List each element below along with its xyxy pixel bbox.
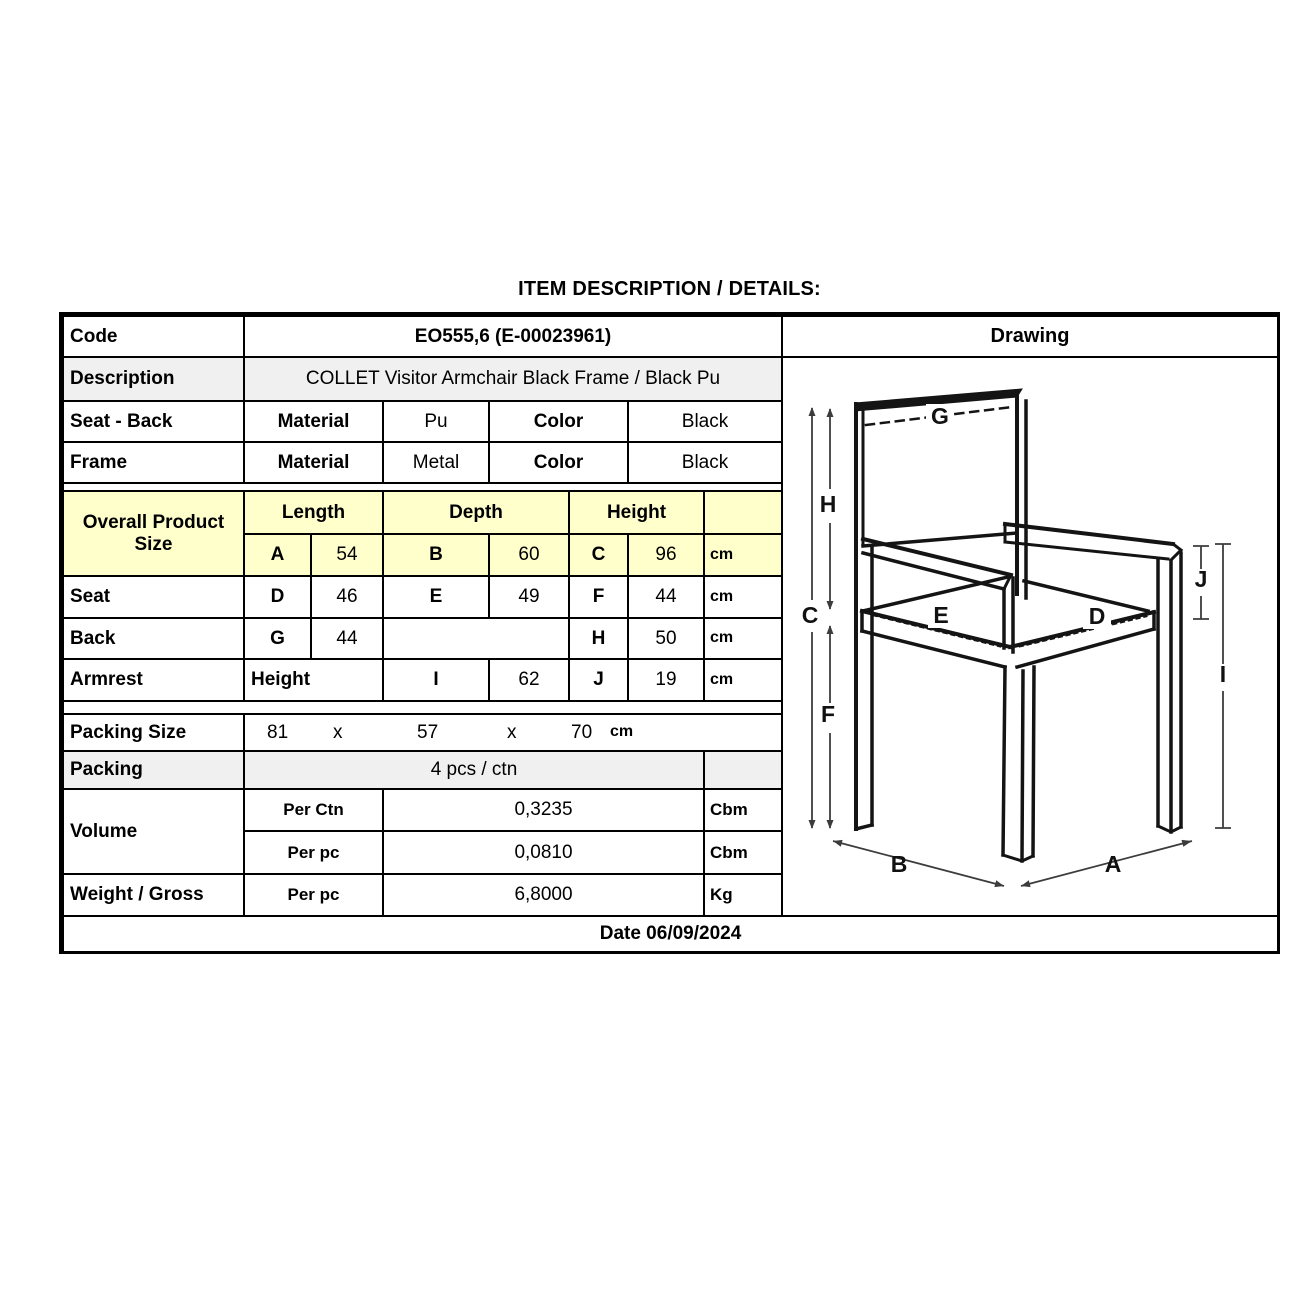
dim-b-cell: B — [382, 533, 490, 577]
dim-c-value-cell: 96 — [627, 533, 705, 577]
seat-back-color-label-cell: Color — [488, 400, 629, 443]
seat-back-material-cell: Pu — [382, 400, 490, 443]
drawing-label-j: J — [1194, 566, 1208, 592]
drawing-label-g: G — [931, 403, 949, 429]
packing-empty-cell — [703, 750, 783, 790]
dim-i-value-cell: 62 — [488, 658, 570, 702]
size-header-empty-cell — [703, 490, 783, 535]
armrest-unit-cell: cm — [703, 658, 783, 702]
code-label-cell: Code — [62, 315, 245, 358]
volume-per-pc-value-cell: 0,0810 — [382, 830, 705, 875]
packing-size-value-cell — [243, 713, 783, 752]
dim-i-cell: I — [382, 658, 490, 702]
packing-size-x2: x — [507, 721, 517, 743]
dim-line-b — [833, 841, 1004, 886]
dim-f-value-cell: 44 — [627, 575, 705, 619]
armrest-label-cell: Armrest — [62, 658, 245, 702]
packing-size-unit: cm — [610, 723, 634, 741]
back-unit-cell: cm — [703, 617, 783, 660]
dim-c-cell: C — [568, 533, 629, 577]
packing-size-depth: 57 — [417, 721, 439, 743]
packing-value-cell: 4 pcs / ctn — [243, 750, 705, 790]
drawing-label-c: C — [801, 602, 819, 628]
dim-b-value-cell: 60 — [488, 533, 570, 577]
volume-per-ctn-unit-cell: Cbm — [703, 788, 783, 832]
back-empty-cell — [382, 617, 570, 660]
packing-label-cell: Packing — [62, 750, 245, 790]
frame-color-cell: Black — [627, 441, 783, 484]
seat-back-label-cell: Seat - Back — [62, 400, 245, 443]
seat-back-color-cell: Black — [627, 400, 783, 443]
frame-material-cell: Metal — [382, 441, 490, 484]
seat-unit-cell: cm — [703, 575, 783, 619]
dim-g-value-cell: 44 — [310, 617, 384, 660]
length-header-cell: Length — [243, 490, 384, 535]
frame-label-cell: Frame — [62, 441, 245, 484]
drawing-label-e: E — [933, 602, 949, 628]
page-title: ITEM DESCRIPTION / DETAILS: — [518, 278, 821, 300]
seat-back-material-label-cell: Material — [243, 400, 384, 443]
date-row: Date 06/09/2024 — [62, 915, 1279, 953]
drawing-label-a: A — [1104, 851, 1122, 877]
dim-d-cell: D — [243, 575, 312, 619]
drawing-label-f: F — [820, 701, 836, 727]
dim-d-value-cell: 46 — [310, 575, 384, 619]
weight-per-pc-label-cell: Per pc — [243, 873, 384, 917]
packing-size-x1: x — [333, 721, 343, 743]
dim-a-cell: A — [243, 533, 312, 577]
code-value-cell: EO555,6 (E-00023961) — [243, 315, 783, 358]
drawing-label-d: D — [1088, 603, 1106, 629]
weight-unit-cell: Kg — [703, 873, 783, 917]
drawing-header-cell: Drawing — [781, 315, 1279, 358]
back-label-cell: Back — [62, 617, 245, 660]
frame-color-label-cell: Color — [488, 441, 629, 484]
volume-per-ctn-value-cell: 0,3235 — [382, 788, 705, 832]
dim-a-value-cell: 54 — [310, 533, 384, 577]
weight-value-cell: 6,8000 — [382, 873, 705, 917]
overall-unit-cell: cm — [703, 533, 783, 577]
dim-f-cell: F — [568, 575, 629, 619]
dim-j-cell: J — [568, 658, 629, 702]
dim-e-value-cell: 49 — [488, 575, 570, 619]
seat-label-cell: Seat — [62, 575, 245, 619]
volume-label-cell: Volume — [62, 788, 245, 875]
packing-size-label-cell: Packing Size — [62, 713, 245, 752]
drawing-label-i: I — [1219, 661, 1227, 687]
dim-h-cell: H — [568, 617, 629, 660]
packing-size-height: 70 — [571, 721, 593, 743]
weight-label-cell: Weight / Gross — [62, 873, 245, 917]
description-label-cell: Description — [62, 356, 245, 402]
drawing-label-b: B — [890, 851, 908, 877]
depth-header-cell: Depth — [382, 490, 570, 535]
dim-j-value-cell: 19 — [627, 658, 705, 702]
volume-per-pc-label-cell: Per pc — [243, 830, 384, 875]
dim-g-cell: G — [243, 617, 312, 660]
armrest-height-label-cell: Height — [243, 658, 384, 702]
packing-size-length: 81 — [267, 721, 289, 743]
description-value-cell: COLLET Visitor Armchair Black Frame / Black Pu — [243, 356, 783, 402]
volume-per-ctn-label-cell: Per Ctn — [243, 788, 384, 832]
dim-e-cell: E — [382, 575, 490, 619]
frame-material-label-cell: Material — [243, 441, 384, 484]
dim-h-value-cell: 50 — [627, 617, 705, 660]
overall-size-label-cell: Overall Product Size — [62, 490, 245, 577]
chair-drawing — [783, 358, 1277, 915]
drawing-label-h: H — [819, 491, 837, 517]
volume-per-pc-unit-cell: Cbm — [703, 830, 783, 875]
height-header-cell: Height — [568, 490, 705, 535]
